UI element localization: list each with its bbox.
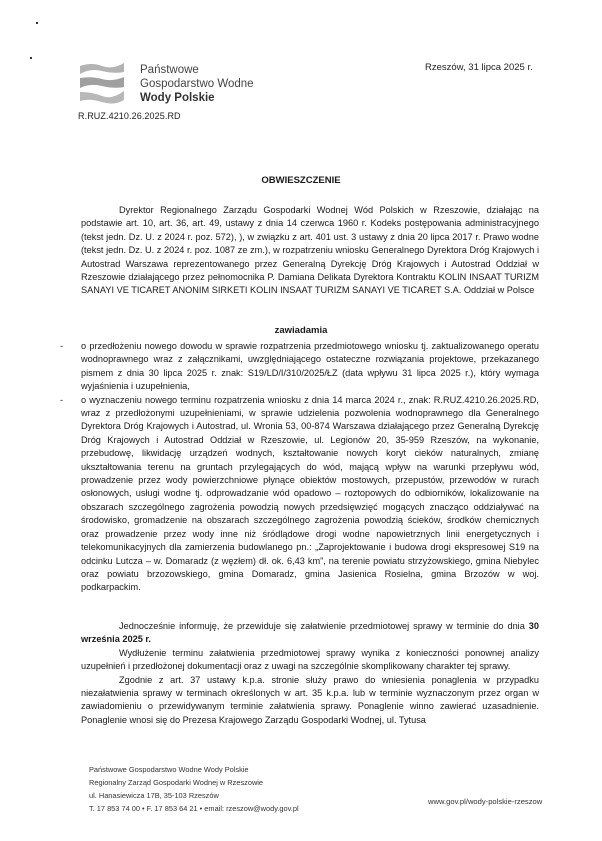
footer-line-4: T. 17 853 74 00 • F. 17 853 64 21 • email: rzeszow@wody.gov.pl	[89, 804, 299, 813]
list-bullet: -	[60, 341, 64, 351]
intro-text: Dyrektor Regionalnego Zarządu Gospodarki Wodnej Wód Polskich w Rzeszowie, działając na podstawie art. 10, art. 36, art. 49, ustawy z dnia 14 czerwca 1960 r. Kodeks postępowania administracyjnego (tekst jedn. Dz. U. z 2024 r. poz. 572), ), w związku z art. 401 ust. 3 ustawy z dnia 20 lipca 2017 r. Prawo wodne (tekst jedn. Dz. U. z 2024 r. poz. 1087 ze zm.), w rozpatrzeniu wniosku Generalnego Dyrektora Dróg Krajowych i Autostrad Warszawa reprezentowanego przez Generalną Dyrekcję Dróg Krajowych i Autostrad Oddział w Rzeszowie działającego przez pełnomocnika P. Damiana Delikata Dyrektora Kontraktu KOLIN INSAAT TURIZM SANAYI VE TICARET ANONIM SIRKETI KOLIN INSAAT TURIZM SANAYI VE TICARET S.A. Oddział w Polsce	[81, 205, 539, 296]
notice-list	[60, 340, 539, 595]
list-item	[60, 394, 539, 595]
deadline-text: Jednocześnie informuję, że przewiduje się załatwienie przedmiotowej sprawy w terminie do dnia	[119, 621, 529, 631]
list-bullet: -	[60, 394, 64, 405]
list-item-text: o wyznaczeniu nowego terminu rozpatrzenia wniosku z dnia 14 marca 2024 r., znak: R.RUZ.4210.26.2025.RD, wraz z przedłożonymi uzupełnieniami, w sprawie udzielenia pozwolenia wodnoprawnego dla Generalnego Dyrektora Dróg Krajowych i Autostrad, ul. Wronia 53, 00-874 Warszawa działającego przez Generalną Dyrekcję Dróg Krajowych i Autostrad Oddział w Rzeszowie, ul. Legionów 20, 35-959 Rzeszów, na wykonanie, przebudowę, likwidację urządzeń wodnych, kształtowanie nowych koryt cieków naturalnych, zmianę ukształtowania terenu na gruntach przylegających do wód, mającą wpływ na warunki przepływu wód, prowadzenie przez wody powierzchniowe płynące obiektów mostowych, przepustów, przewodów w rurach osłonowych, usługi wodne tj. odprowadzanie wód opadowo – roztopowych do odbiorników, lokalizowanie na obszarach szczególnego zagrożenia powodzią nowych przedsięwzięć mogących znacząco oddziaływać na środowisko, gromadzenie na obszarach szczególnego zagrożenia powodzią ścieków, środków chemicznych oraz prowadzenie przez wody inne niż śródlądowe drogi wodne napowietrznych linii energetycznych i telekomunikacyjnych dla zamierzenia budowlanego pn.: „Zaprojektowanie i budowa drogi ekspresowej S19 na odcinku Lutcza – w. Domaradz (z węzłem) dł. ok. 6,43 km”, na terenie powiatu strzyżowskiego, gmina Niebylec oraz powiatu brzozowskiego, gmina Domaradz, gmina Jasienica Rosielna, gmina Brzozów w woj. podkarpackim.	[81, 394, 539, 593]
list-item	[60, 340, 539, 394]
footer-line-3: ul. Hanasiewicza 17B, 35-103 Rzeszów	[89, 791, 219, 800]
intro-paragraph	[81, 204, 539, 298]
deadline-date: 30 września 2025 r.	[81, 621, 539, 645]
list-item-text: o przedłożeniu nowego dowodu w sprawie rozpatrzenia przedmiotowego wniosku tj. zaktualizowanego operatu wodnoprawnego wraz z załącznikami, uwzględniającego ostateczne rozwiązania projektowe, przekazanego pismem z dnia 30 lipca 2025 r. znak: S19/LD/I/310/2025/ŁZ (data wpływu 31 lipca 2025 r.), który wymaga wyjaśnienia i uzupełnienia,	[81, 341, 539, 392]
logo-line-3: Wody Polskie	[140, 92, 215, 104]
section-subtitle: zawiadamia	[274, 325, 328, 336]
footer-line-1: Państwowe Gospodarstwo Wodne Wody Polskie	[89, 765, 249, 774]
deadline-paragraph	[81, 620, 539, 647]
logo-text	[140, 63, 254, 105]
footer-website-link[interactable]: www.gov.pl/wody-polskie-rzeszow	[428, 797, 543, 806]
reference-number: R.RUZ.4210.26.2025.RD	[78, 111, 181, 121]
logo-line-1: Państwowe	[140, 64, 199, 76]
extension-paragraph: Wydłużenie terminu załatwienia przedmiotowej sprawy wynika z konieczności ponownej analizy uzupełnień i przedłożonej dokumentacji oraz z uwagi na szczególnie skomplikowany charakter tej sprawy.	[81, 647, 539, 672]
document-title: OBWIESZCZENIE	[261, 175, 341, 186]
scan-mark	[30, 57, 32, 59]
scan-mark	[36, 22, 38, 24]
reminder-paragraph: Zgodnie z art. 37 ustawy k.p.a. stronie służy prawo do wniesienia ponaglenia w przypadku niezałatwienia sprawy w terminach określonych w art. 35 k.p.a. lub w terminie wyznaczonym przez organ w zawiadomieniu o przewidywanym terminie załatwienia sprawy. Ponaglenie winno zawierać uzasadnienie. Ponaglenie wnosi się do Prezesa Krajowego Zarządu Gospodarki Wodnej, ul. Tytusa	[81, 674, 539, 725]
footer-address	[89, 763, 299, 815]
document-date: Rzeszów, 31 lipca 2025 r.	[425, 62, 533, 73]
footer-line-2: Regionalny Zarząd Gospodarki Wodnej w Rzeszowie	[89, 778, 264, 787]
wody-polskie-logo-icon	[78, 60, 126, 106]
logo-line-2: Gospodarstwo Wodne	[140, 78, 254, 90]
closing-paragraphs	[81, 620, 539, 727]
